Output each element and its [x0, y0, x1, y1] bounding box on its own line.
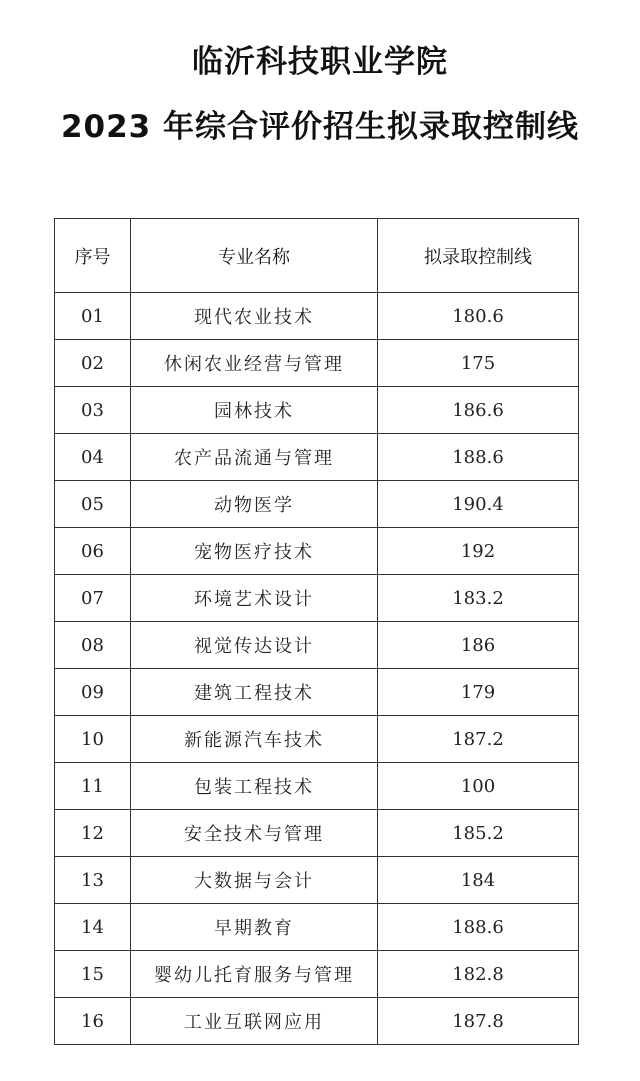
- table-row: [55, 810, 579, 857]
- row-score: 179: [378, 669, 579, 716]
- row-major-name: 园林技术: [131, 387, 378, 434]
- row-score: 188.6: [378, 434, 579, 481]
- row-seq: 12: [55, 810, 131, 857]
- row-score: 190.4: [378, 481, 579, 528]
- row-major-name: 大数据与会计: [131, 857, 378, 904]
- row-score: 184: [378, 857, 579, 904]
- row-seq: 05: [55, 481, 131, 528]
- row-major-name: 建筑工程技术: [131, 669, 378, 716]
- table-row: [55, 763, 579, 810]
- table-row: [55, 481, 579, 528]
- row-score: 192: [378, 528, 579, 575]
- table-row: [55, 293, 579, 340]
- table-row: [55, 951, 579, 998]
- row-major-name: 包装工程技术: [131, 763, 378, 810]
- row-seq: 03: [55, 387, 131, 434]
- row-seq: 08: [55, 622, 131, 669]
- column-header-score-line: 拟录取控制线: [378, 219, 579, 293]
- row-score: 186.6: [378, 387, 579, 434]
- row-major-name: 新能源汽车技术: [131, 716, 378, 763]
- column-header-major-name: 专业名称: [131, 219, 378, 293]
- document-title: 临沂科技职业学院: [192, 44, 448, 80]
- table-row: [55, 340, 579, 387]
- row-seq: 07: [55, 575, 131, 622]
- row-major-name: 环境艺术设计: [131, 575, 378, 622]
- row-score: 183.2: [378, 575, 579, 622]
- row-score: 182.8: [378, 951, 579, 998]
- row-seq: 16: [55, 998, 131, 1045]
- admission-score-table: [54, 218, 579, 1045]
- row-score: 186: [378, 622, 579, 669]
- row-seq: 14: [55, 904, 131, 951]
- row-major-name: 农产品流通与管理: [131, 434, 378, 481]
- row-score: 187.2: [378, 716, 579, 763]
- row-major-name: 安全技术与管理: [131, 810, 378, 857]
- row-seq: 15: [55, 951, 131, 998]
- row-score: 175: [378, 340, 579, 387]
- row-major-name: 视觉传达设计: [131, 622, 378, 669]
- row-seq: 11: [55, 763, 131, 810]
- column-header-seq: 序号: [55, 219, 131, 293]
- row-seq: 04: [55, 434, 131, 481]
- row-score: 185.2: [378, 810, 579, 857]
- row-major-name: 婴幼儿托育服务与管理: [131, 951, 378, 998]
- row-seq: 10: [55, 716, 131, 763]
- row-major-name: 动物医学: [131, 481, 378, 528]
- row-major-name: 现代农业技术: [131, 293, 378, 340]
- table-row: [55, 904, 579, 951]
- row-score: 187.8: [378, 998, 579, 1045]
- table-header-row: [55, 219, 579, 293]
- row-major-name: 休闲农业经营与管理: [131, 340, 378, 387]
- table-row: [55, 669, 579, 716]
- document-subtitle: 2023 年综合评价招生拟录取控制线: [60, 109, 580, 145]
- table-row: [55, 528, 579, 575]
- table-row: [55, 387, 579, 434]
- table-row: [55, 622, 579, 669]
- row-major-name: 工业互联网应用: [131, 998, 378, 1045]
- row-seq: 06: [55, 528, 131, 575]
- table-row: [55, 575, 579, 622]
- row-seq: 13: [55, 857, 131, 904]
- table-row: [55, 434, 579, 481]
- row-major-name: 宠物医疗技术: [131, 528, 378, 575]
- table-row: [55, 857, 579, 904]
- row-score: 180.6: [378, 293, 579, 340]
- row-seq: 02: [55, 340, 131, 387]
- table-row: [55, 716, 579, 763]
- table-row: [55, 998, 579, 1045]
- row-score: 188.6: [378, 904, 579, 951]
- row-score: 100: [378, 763, 579, 810]
- row-seq: 01: [55, 293, 131, 340]
- row-major-name: 早期教育: [131, 904, 378, 951]
- row-seq: 09: [55, 669, 131, 716]
